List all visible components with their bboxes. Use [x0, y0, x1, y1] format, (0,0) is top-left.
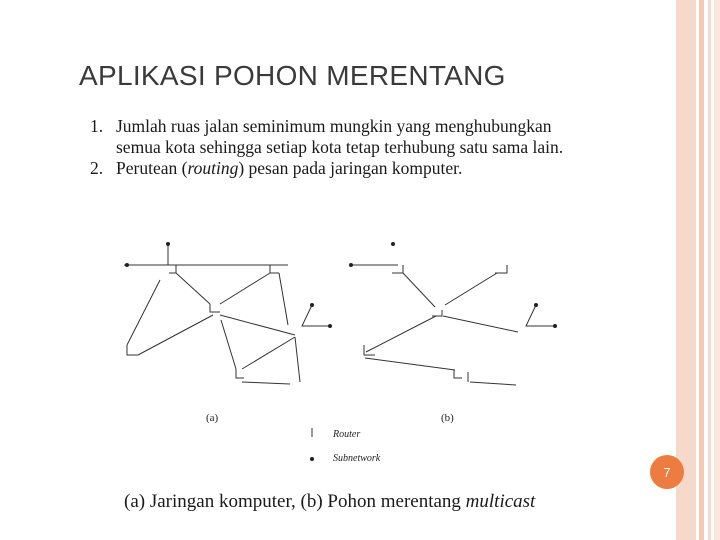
link	[445, 273, 497, 305]
list-text-italic: routing	[187, 158, 239, 178]
caption-italic-text: multicast	[465, 491, 536, 512]
link	[242, 337, 295, 369]
diagram-label-a: (a)	[206, 412, 219, 424]
router	[392, 265, 403, 273]
network-b	[350, 265, 554, 385]
slide-title: APLIKASI POHON MERENTANG	[79, 60, 506, 91]
router	[169, 265, 176, 273]
subnet-dot	[553, 324, 557, 328]
subnetwork-icon	[310, 457, 314, 461]
subnet-line	[470, 382, 516, 385]
network-a	[124, 244, 330, 384]
link	[221, 320, 236, 369]
link	[302, 305, 330, 326]
link	[127, 280, 160, 345]
subnet-dot	[391, 242, 395, 246]
router	[432, 310, 442, 316]
link	[443, 316, 518, 332]
router	[236, 369, 244, 378]
link	[366, 316, 436, 352]
link	[295, 337, 300, 382]
subnet-line	[242, 382, 290, 384]
link	[403, 273, 435, 307]
router	[270, 265, 279, 273]
list-text: Perutean (	[116, 158, 188, 178]
router	[495, 265, 507, 273]
figure-caption	[124, 491, 535, 513]
page-number: 7	[663, 464, 671, 480]
subnet-dot	[166, 242, 170, 246]
legend-router-label: Router	[333, 429, 361, 440]
subnet-dot	[310, 303, 314, 307]
router	[210, 304, 220, 312]
list-text: Jumlah ruas jalan seminimum mungkin yang menghubungkan semua kota sehingga setiap kota tetap terhubung satu sama lain.	[116, 116, 564, 157]
link	[526, 305, 554, 326]
link	[220, 315, 295, 335]
link	[279, 273, 288, 325]
list-number: 2.	[90, 158, 104, 178]
link	[365, 358, 455, 370]
router	[454, 370, 462, 378]
caption-text: (a) Jaringan komputer, (b) Pohon merentang	[124, 491, 466, 512]
subnet-dot	[349, 263, 353, 267]
legend-subnetwork-label: Subnetwork	[333, 453, 381, 464]
router	[127, 345, 138, 355]
subnet-dot	[125, 263, 129, 267]
link	[220, 273, 270, 304]
diagram-label-b: (b)	[441, 412, 454, 424]
list-text: ) pesan pada jaringan komputer.	[238, 158, 463, 178]
subnet-dot	[328, 324, 332, 328]
link	[176, 273, 210, 304]
link	[138, 315, 213, 355]
page-number-badge	[650, 455, 684, 489]
subnet-dot	[534, 303, 538, 307]
list-number: 1.	[90, 116, 104, 136]
